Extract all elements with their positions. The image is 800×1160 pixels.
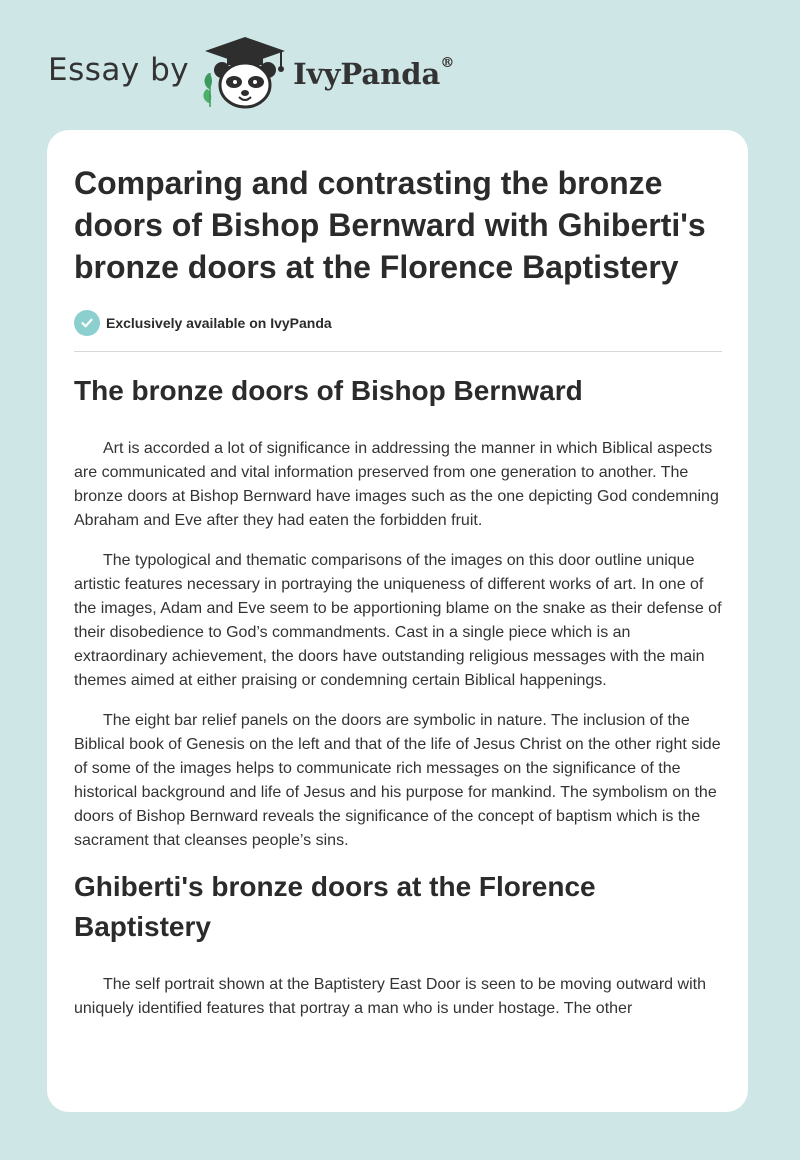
paragraph: The self portrait shown at the Baptistery East Door is seen to be moving outward with uniquely identified features that portray a man who is under hostage. The other [74, 976, 706, 1017]
site-header [48, 32, 454, 112]
section-heading: Ghiberti's bronze doors at the Florence Baptistery [74, 871, 596, 942]
paragraph: The typological and thematic comparisons of the images on this door outline unique artistic features necessary in portraying the uniqueness of different works of art. In one of the images, Adam and Eve seem to be apportioning blame on the snake as their defense of their disobedience to God’s commandments. Cast in a single piece which is an extraordinary achievement, the doors have outstanding religious messages with the main themes aimed at either praising or condemning certain Biblical happenings. [74, 552, 722, 689]
section-heading: The bronze doors of Bishop Bernward [74, 375, 583, 406]
essay-card [47, 130, 748, 1112]
paragraph: Art is accorded a lot of significance in addressing the manner in which Biblical aspects are communicated and vital information preserved from one generation to another. The bronze doors at Bishop Bernward have images such as the one depicting God condemning Abraham and Eve after they had eaten the forbidden fruit. [74, 440, 719, 529]
brand-name-text: IvyPanda [293, 57, 441, 91]
ivypanda-logo[interactable] [201, 33, 454, 111]
paragraph: The eight bar relief panels on the doors are symbolic in nature. The inclusion of the Biblical book of Genesis on the left and that of the life of Jesus Christ on the other right side of some of the images helps to communicate rich messages on the significance of the historical background and life of Jesus and his purpose for mankind. The symbolism on the doors of Bishop Bernward reveals the significance of the concept of baptism which is the sacrament that cleanses people’s sins. [74, 712, 721, 849]
exclusive-badge-label: Exclusively available on IvyPanda [106, 315, 332, 331]
essay-by-label: Essay by [48, 52, 190, 88]
essay-title: Comparing and contrasting the bronze doors of Bishop Bernward with Ghiberti's bronze doors at the Florence Baptistery [74, 165, 706, 285]
panda-graduate-icon [201, 33, 289, 111]
check-circle-icon [74, 310, 100, 336]
essay-content [74, 162, 722, 1021]
divider [74, 351, 722, 352]
brand-name [293, 57, 454, 91]
registered-mark: ® [440, 55, 455, 71]
exclusive-badge [74, 310, 722, 336]
